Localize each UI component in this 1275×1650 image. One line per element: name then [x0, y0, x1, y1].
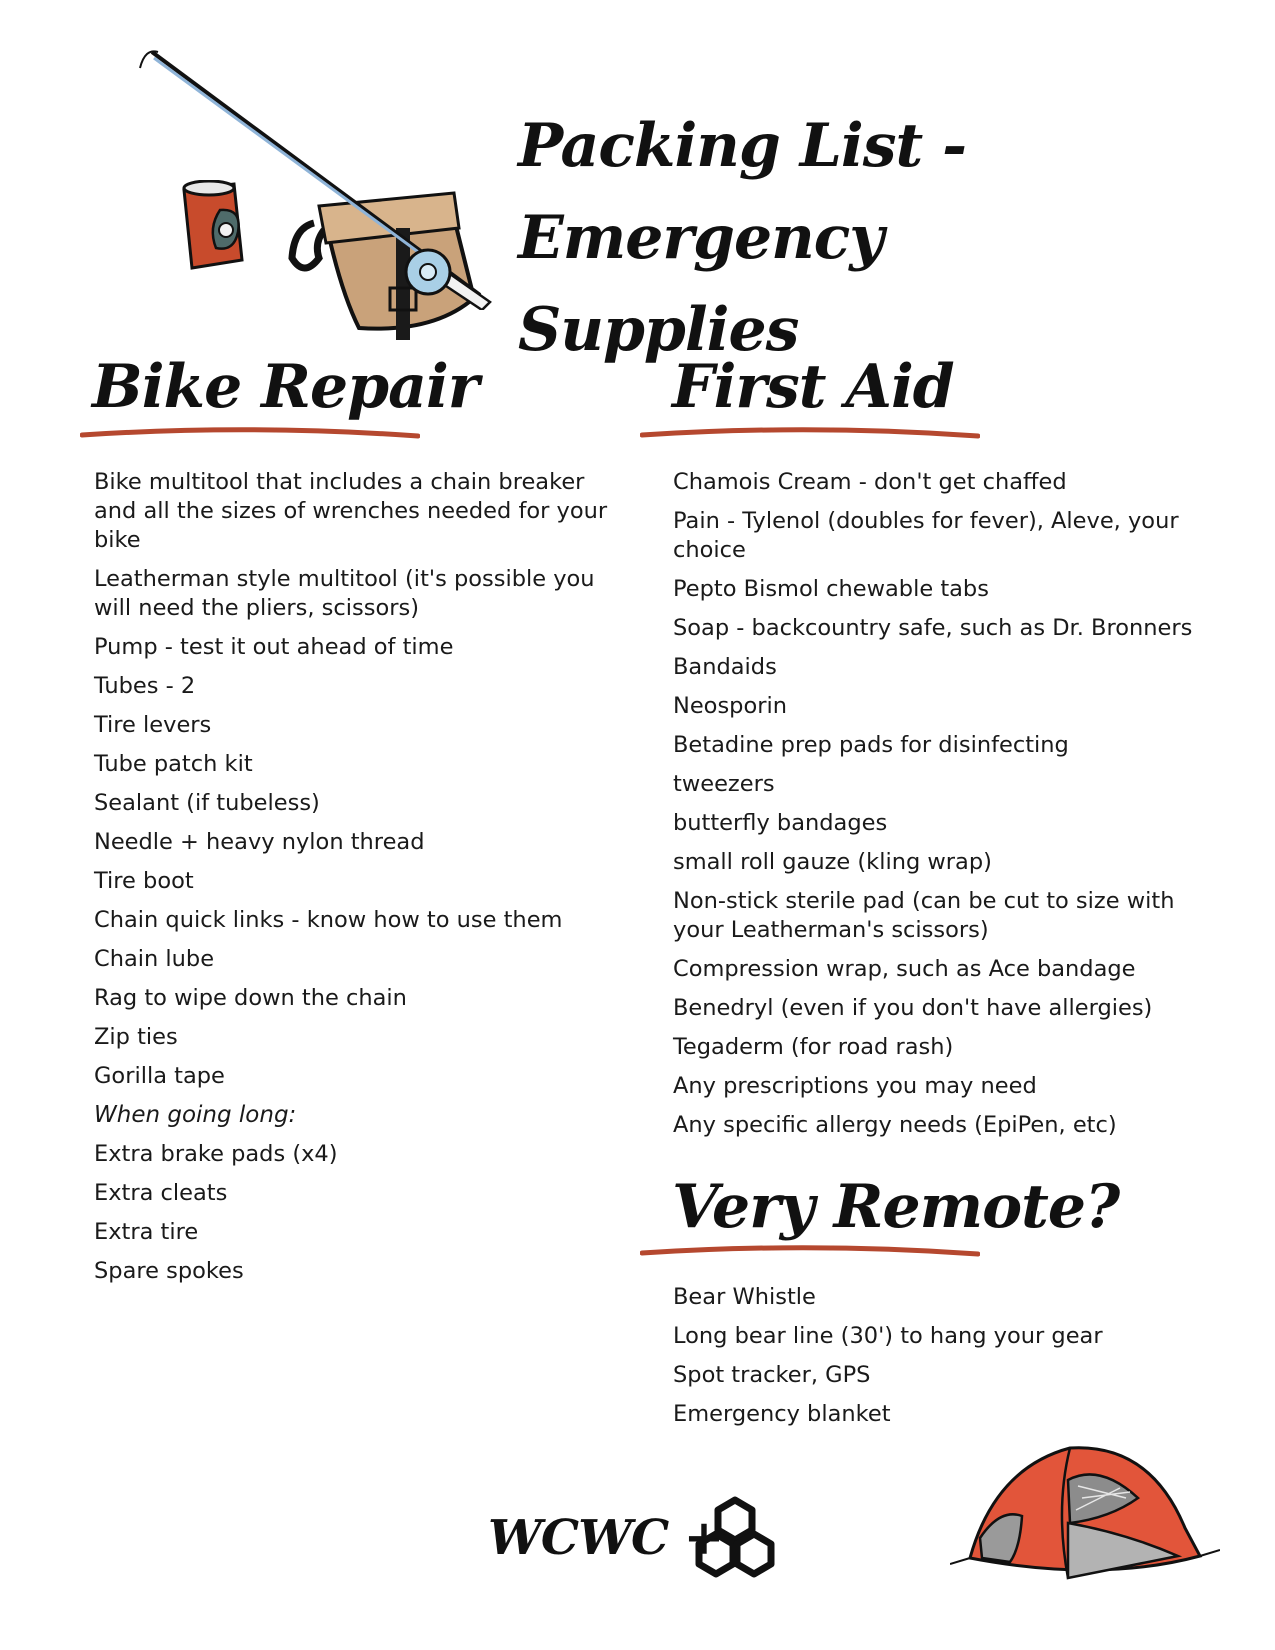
hexagon-logo-icon: [690, 1494, 780, 1584]
list-item: tweezers: [673, 771, 775, 797]
list-item: Tubes - 2: [94, 673, 196, 699]
list-item: Non-stick sterile pad (can be cut to size with your Leatherman's scissors): [673, 888, 1175, 943]
very-remote-list: [673, 1283, 1193, 1439]
list-item: Needle + heavy nylon thread: [94, 829, 425, 855]
list-item: Betadine prep pads for disinfecting: [673, 732, 1069, 758]
list-item: Sealant (if tubeless): [94, 790, 320, 816]
page-title: [518, 100, 1118, 376]
list-item: small roll gauze (kling wrap): [673, 849, 992, 875]
list-item: Any prescriptions you may need: [673, 1073, 1037, 1099]
list-item: Extra tire: [94, 1219, 199, 1245]
list-item: Chain quick links - know how to use them: [94, 907, 563, 933]
list-item: Pump - test it out ahead of time: [94, 634, 454, 660]
bike-repair-heading: Bike Repair: [92, 352, 479, 422]
title-line-2: Emergency Supplies: [518, 203, 884, 365]
list-item: Emergency blanket: [673, 1401, 891, 1427]
list-item: Pepto Bismol chewable tabs: [673, 576, 989, 602]
list-item: Bear Whistle: [673, 1284, 816, 1310]
list-item: Extra brake pads (x4): [94, 1141, 338, 1167]
list-item: butterfly bandages: [673, 810, 888, 836]
first-aid-underline: [640, 426, 980, 440]
list-item: Chain lube: [94, 946, 215, 972]
list-item: Pain - Tylenol (doubles for fever), Aleve, your choice: [673, 508, 1179, 563]
list-item: Long bear line (30') to hang your gear: [673, 1323, 1103, 1349]
going-long-subheading: When going long:: [94, 1102, 297, 1128]
first-aid-list: [673, 468, 1193, 1150]
bike-repair-list: [94, 468, 614, 1296]
list-item: Leatherman style multitool (it's possible you will need the pliers, scissors): [94, 566, 595, 621]
footer-wordmark: WCWC +: [488, 1510, 724, 1566]
list-item: Tire boot: [94, 868, 194, 894]
list-item: Tire levers: [94, 712, 212, 738]
list-item: Bike multitool that includes a chain breaker and all the sizes of wrenches needed for your bike: [94, 469, 608, 553]
list-item: Bandaids: [673, 654, 777, 680]
list-item: Spare spokes: [94, 1258, 244, 1284]
list-item: Tube patch kit: [94, 751, 253, 777]
list-item: Compression wrap, such as Ace bandage: [673, 956, 1136, 982]
list-item: Zip ties: [94, 1024, 178, 1050]
fishing-rod-illustration: [130, 40, 510, 310]
tent-illustration: [950, 1438, 1220, 1608]
bike-repair-underline: [80, 426, 420, 440]
list-item: Any specific allergy needs (EpiPen, etc): [673, 1112, 1117, 1138]
list-item: Extra cleats: [94, 1180, 228, 1206]
list-item: Spot tracker, GPS: [673, 1362, 871, 1388]
list-item: Tegaderm (for road rash): [673, 1034, 954, 1060]
list-item: Chamois Cream - don't get chaffed: [673, 469, 1067, 495]
list-item: Rag to wipe down the chain: [94, 985, 407, 1011]
list-item: Soap - backcountry safe, such as Dr. Bronners: [673, 615, 1193, 641]
very-remote-heading: Very Remote?: [672, 1172, 1120, 1242]
list-item: Benedryl (even if you don't have allergies): [673, 995, 1153, 1021]
list-item: Gorilla tape: [94, 1063, 225, 1089]
title-line-1: Packing List -: [518, 111, 967, 181]
list-item: Neosporin: [673, 693, 787, 719]
first-aid-heading: First Aid: [672, 352, 954, 422]
very-remote-underline: [640, 1244, 980, 1258]
